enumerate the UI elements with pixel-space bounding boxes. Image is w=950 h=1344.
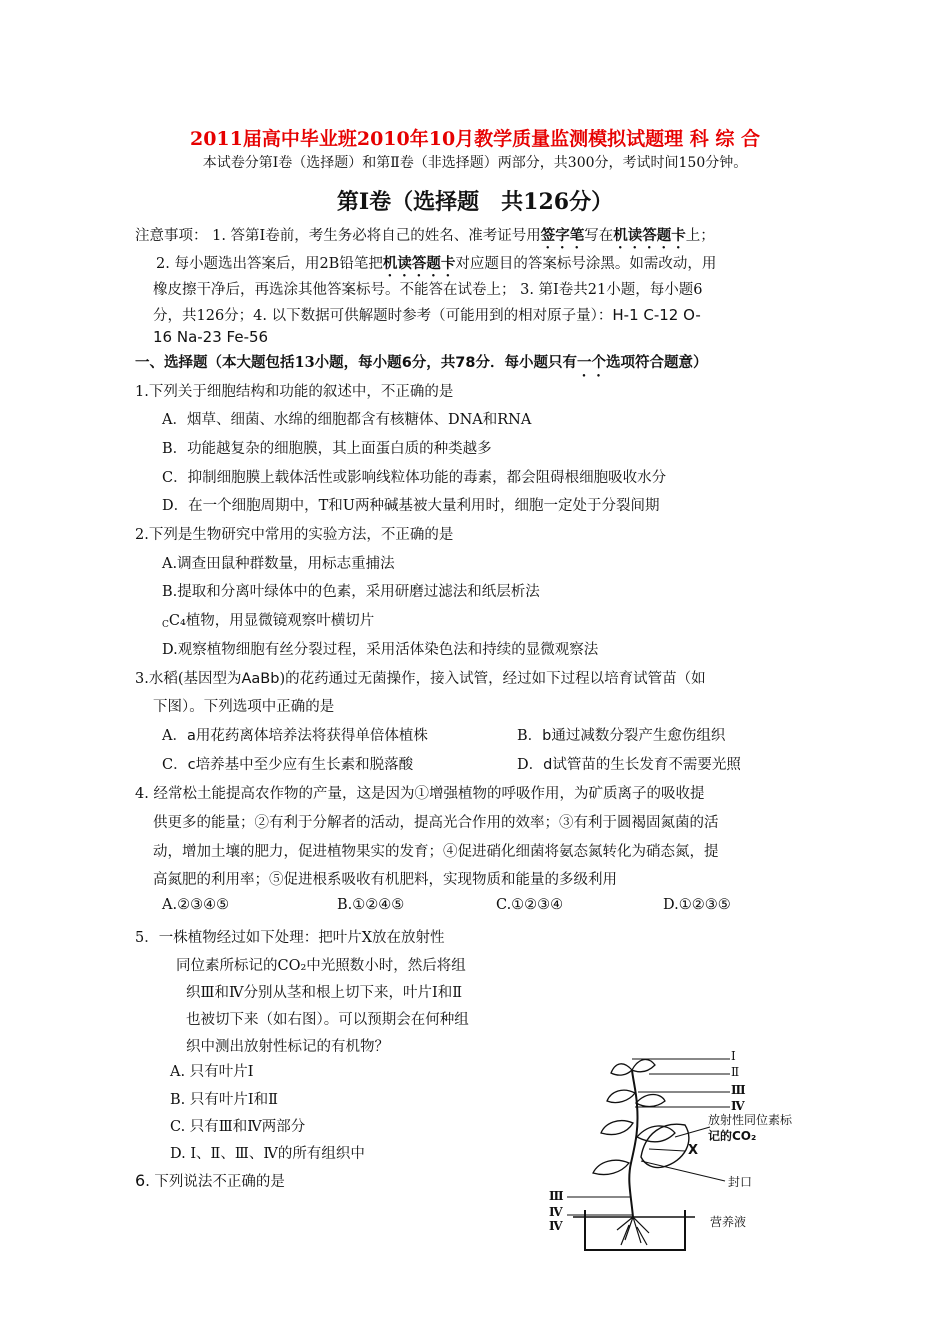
notice-text: 注意事项： 1. 答第Ⅰ卷前，考生务必将自己的姓名、准考证号用 <box>135 228 541 244</box>
option-text: 试管苗的生长发育不需要光照 <box>552 757 741 773</box>
q3-option-b <box>517 724 725 745</box>
option-prefix: C <box>162 620 169 630</box>
pointer-x <box>649 1149 685 1151</box>
section1-heading <box>135 351 707 380</box>
leaf-ii <box>607 1090 635 1102</box>
option-text: 通过减数分裂产生愈伤组织 <box>551 728 726 744</box>
q2-option-b: B.提取和分离叶绿体中的色素，采用研磨过滤法和纸层析法 <box>162 584 540 600</box>
label-seal: 封口 <box>728 1175 753 1189</box>
heading-text: 分．每小题只有 <box>475 354 577 371</box>
q4-line-1: 4. 经常松土能提高农作物的产量，这是因为①增强植物的呼吸作用，为矿质离子的吸收提 <box>135 786 705 802</box>
notice-text: 2. 每小题选出答案后，用2B铅笔把 <box>156 256 383 272</box>
option-letter: b <box>542 728 552 744</box>
leaf-mid-right <box>636 1095 665 1107</box>
notice-text: 写在 <box>584 228 614 244</box>
heading-emphasis: 一个 <box>576 354 606 371</box>
q3-option-a <box>162 724 428 745</box>
notice-emphasis: 机读答题卡 <box>613 228 686 244</box>
q3-option-c <box>162 753 413 774</box>
notice-emphasis: 签字笔 <box>540 228 585 244</box>
pointer-co2 <box>675 1127 710 1137</box>
stem-text: . 下列说法不正确的是 <box>145 1174 285 1190</box>
atomic-mass-list: H-1 C-12 O- <box>612 306 701 324</box>
notice-line-1 <box>135 224 715 252</box>
genotype: AaBb <box>241 671 280 687</box>
q1-option-d: D．在一个细胞周期中，T和U两种碱基被大量利用时，细胞一定处于分裂间期 <box>162 498 660 514</box>
heading-text: 一、选择题（本大题包括13小题，每小题 <box>135 354 402 371</box>
q3-option-d <box>517 753 741 774</box>
option-label: B． <box>517 728 543 744</box>
option-text: C₄植物，用显微镜观察叶横切片 <box>168 613 375 629</box>
option-text: 用花药离体培养法将获得单倍体植株 <box>195 728 428 744</box>
heading-number: 78 <box>455 355 476 371</box>
label-left-iv-1: Ⅳ <box>549 1205 563 1219</box>
plant-roots <box>617 1217 649 1245</box>
q5-line-4: 也被切下来（如右图）。可以预期会在何种组 <box>186 1012 469 1028</box>
q6-stem <box>135 1170 285 1191</box>
plant-figure <box>545 1045 835 1260</box>
q2-option-d: D.观察植物细胞有丝分裂过程，采用活体染色法和持续的显微观察法 <box>162 642 599 658</box>
stem-text: 3.水稻(基因型为 <box>135 671 242 687</box>
label-left-iii: Ⅲ <box>549 1189 564 1203</box>
q5-line-3: 织Ⅲ和Ⅳ分别从茎和根上切下来，叶片Ⅰ和Ⅱ <box>186 985 463 1001</box>
q5-option-a: A. 只有叶片Ⅰ <box>170 1064 254 1080</box>
label-solution: 营养液 <box>710 1215 747 1229</box>
pointer-seal <box>641 1161 725 1181</box>
label-iii: Ⅲ <box>731 1083 746 1097</box>
q5-option-c: C. 只有Ⅲ和Ⅳ两部分 <box>170 1119 306 1135</box>
leaf-left <box>601 1121 633 1135</box>
q5-option-b: B. 只有叶片Ⅰ和Ⅱ <box>170 1092 278 1108</box>
option-label: A． <box>162 728 187 744</box>
q4-option-b: B.①②④⑤ <box>337 897 405 913</box>
container-outline <box>585 1210 685 1250</box>
q5-line-2: 同位素所标记的CO₂中光照数小时，然后将组 <box>176 958 466 974</box>
question-number: 6 <box>135 1171 146 1190</box>
label-co2-line-1: 放射性同位素标 <box>708 1113 793 1127</box>
q5-line-1: 5．一株植物经过如下处理：把叶片X放在放射性 <box>135 930 445 946</box>
q1-option-b: B．功能越复杂的细胞膜，其上面蛋白质的种类越多 <box>162 441 492 457</box>
q4-line-4: 高氮肥的利用率；⑤促进根系吸收有机肥料，实现物质和能量的多级利用 <box>153 872 617 888</box>
option-letter: c <box>187 757 196 773</box>
q2-stem: 2.下列是生物研究中常用的实验方法，不正确的是 <box>135 527 454 543</box>
q2-option-a: A.调查田鼠种群数量，用标志重捕法 <box>162 556 395 572</box>
option-label: C． <box>162 757 188 773</box>
leaf-i <box>611 1064 632 1075</box>
exam-title: 2011届高中毕业班2010年10月教学质量监测模拟试题理 科 综 合 <box>189 128 761 150</box>
label-i: Ⅰ <box>731 1049 736 1063</box>
section-title: 第Ⅰ卷（选择题 共126分） <box>336 189 614 215</box>
label-ii: Ⅱ <box>731 1065 740 1079</box>
q4-option-d: D.①②③⑤ <box>663 897 731 913</box>
q3-stem-2: 下图）。下列选项中正确的是 <box>153 699 335 715</box>
heading-number: 6 <box>401 355 412 371</box>
q4-option-c: C.①②③④ <box>496 897 564 913</box>
option-label: D． <box>517 757 544 773</box>
label-left-iv-2: Ⅳ <box>549 1219 563 1233</box>
q4-line-3: 动，增加土壤的肥力，促进植物果实的发育；④促进硝化细菌将氨态氮转化为硝态氮，提 <box>153 844 719 860</box>
notice-line-4 <box>153 304 701 325</box>
notice-line-5: 16 Na-23 Fe-56 <box>153 328 269 346</box>
heading-text: 选项符合题意） <box>605 354 708 371</box>
label-x: X <box>688 1143 699 1158</box>
option-letter: a <box>186 728 196 744</box>
heading-text: 分，共 <box>411 354 456 371</box>
q2-option-c <box>162 609 374 630</box>
q4-line-2: 供更多的能量；②有利于分解者的活动，提高光合作用的效率；③有利于圆褐固氮菌的活 <box>153 815 719 831</box>
notice-text: 上； <box>685 228 715 244</box>
notice-text: 对应题目的答案标号涂黑。如需改动，用 <box>455 256 717 272</box>
leaf-lower-left <box>593 1160 629 1174</box>
q1-stem: 1.下列关于细胞结构和功能的叙述中，不正确的是 <box>135 384 454 400</box>
leaf-top-right <box>632 1060 655 1072</box>
sealed-bag <box>641 1124 689 1167</box>
q4-option-a: A.②③④⑤ <box>162 897 230 913</box>
label-iv: Ⅳ <box>731 1099 745 1113</box>
option-letter: d <box>543 757 553 773</box>
stem-text: )的花药通过无菌操作，接入试管，经过如下过程以培育试管苗（如 <box>279 671 706 687</box>
exam-subtitle: 本试卷分第Ⅰ卷（选择题）和第Ⅱ卷（非选择题）两部分，共300分，考试时间150分钟。 <box>202 155 748 171</box>
leaf-x <box>637 1126 675 1142</box>
q5-line-5: 织中测出放射性标记的有机物？ <box>186 1039 389 1055</box>
notice-line-3: 橡皮擦干净后，再选涂其他答案标号。不能答在试卷上； 3. 第Ⅰ卷共21小题，每小题6 <box>153 282 703 298</box>
q3-stem <box>135 667 706 688</box>
q5-option-d: D. Ⅰ、Ⅱ、Ⅲ、Ⅳ的所有组织中 <box>170 1146 365 1162</box>
label-co2-line-2: 记的CO₂ <box>708 1129 757 1143</box>
q1-option-a: A．烟草、细菌、水绵的细胞都含有核糖体、DNA和RNA <box>162 412 532 428</box>
notice-text: 分，共126分；4. 以下数据可供解题时参考（可能用到的相对原子量）： <box>153 308 613 324</box>
q1-option-c: C．抑制细胞膜上载体活性或影响线粒体功能的毒素，都会阻碍根细胞吸收水分 <box>162 470 667 486</box>
option-text: 培养基中至少应有生长素和脱落酸 <box>195 757 414 773</box>
notice-line-2 <box>156 252 716 280</box>
notice-emphasis: 机读答题卡 <box>382 256 456 272</box>
